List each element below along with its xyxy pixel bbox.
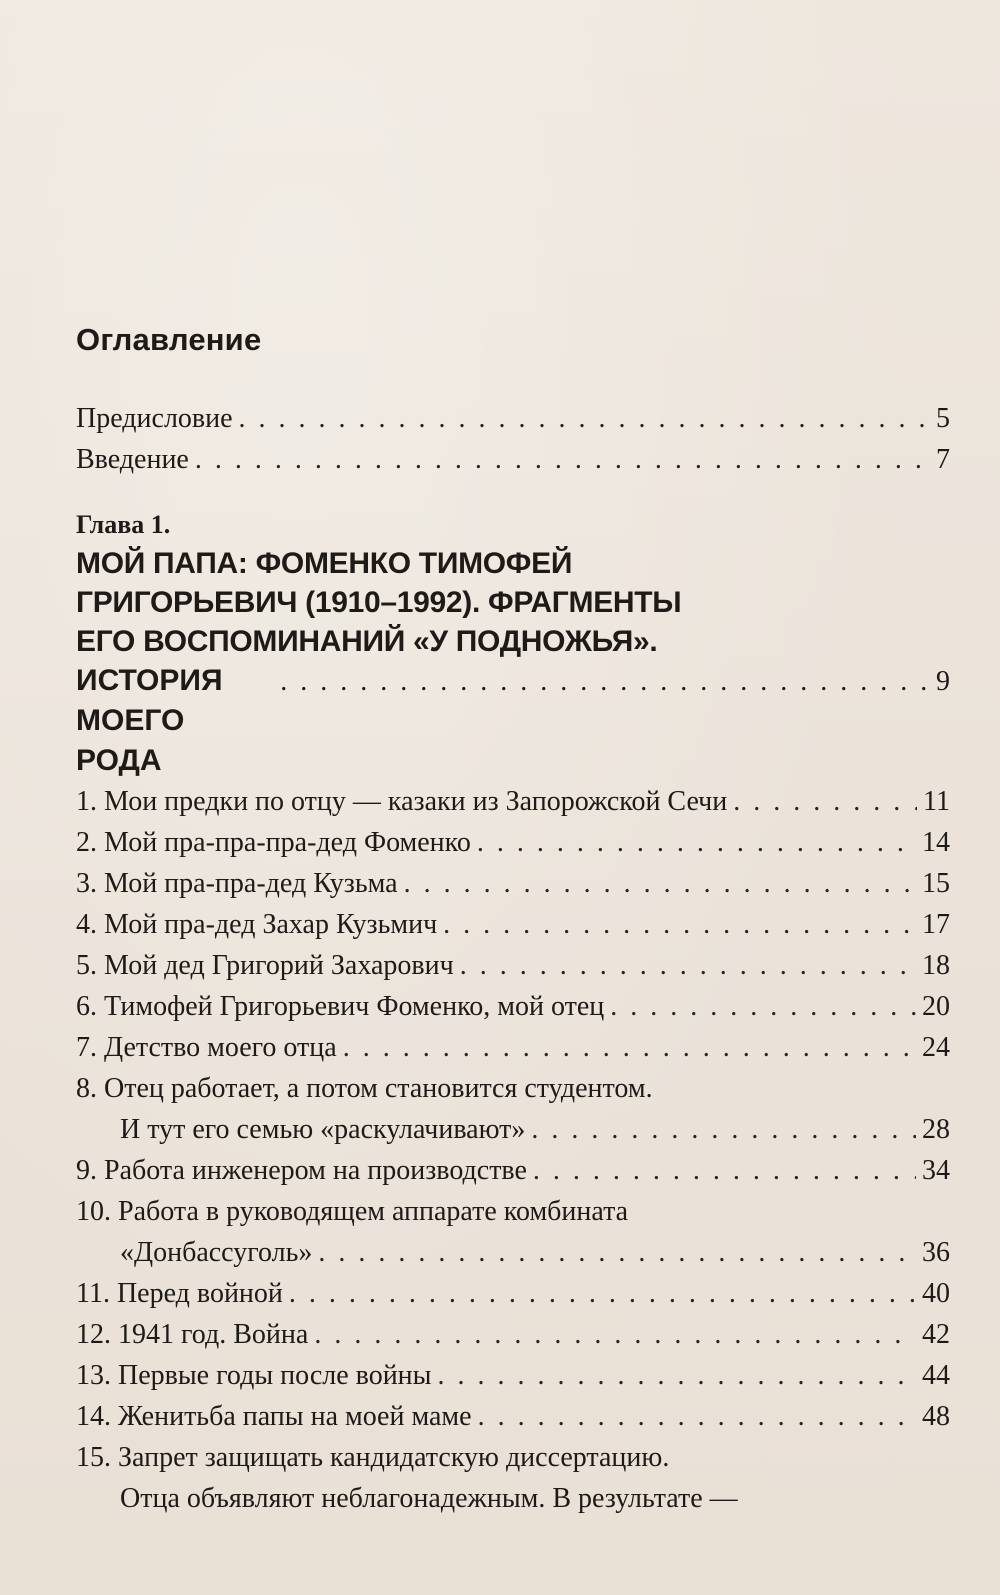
toc-entry-title: 13. Первые годы после войны bbox=[76, 1360, 432, 1391]
toc-entry-page: 44 bbox=[922, 1360, 950, 1391]
bleed-through-texture bbox=[80, 40, 950, 334]
toc-entry-preface[interactable] bbox=[76, 398, 950, 439]
dot-leader bbox=[404, 863, 916, 904]
toc-entry-title: 6. Тимофей Григорьевич Фоменко, мой отец bbox=[76, 991, 605, 1022]
toc-entry-section[interactable] bbox=[76, 1273, 950, 1314]
toc-entry-section[interactable] bbox=[76, 986, 950, 1027]
toc-entry-title: 1. Мои предки по отцу — казаки из Запорожской Сечи bbox=[76, 786, 728, 817]
toc-entry-page: 7 bbox=[936, 444, 950, 475]
toc-entry-page: 28 bbox=[922, 1114, 950, 1145]
toc-entry-section[interactable] bbox=[76, 1150, 950, 1191]
toc-entry-section[interactable] bbox=[76, 1314, 950, 1355]
chapter-title-line: ИСТОРИЯ МОЕГО РОДА bbox=[76, 664, 223, 777]
dot-leader bbox=[478, 1396, 916, 1437]
toc-entry-title: 7. Детство моего отца bbox=[76, 1032, 337, 1063]
toc-entry-section[interactable] bbox=[76, 1396, 950, 1437]
toc-heading: Оглавление bbox=[76, 322, 262, 357]
dot-leader bbox=[531, 1109, 916, 1150]
toc-entry-title: 9. Работа инженером на производстве bbox=[76, 1155, 527, 1186]
dot-leader bbox=[610, 986, 916, 1027]
toc-entry-page: 9 bbox=[936, 666, 950, 697]
dot-leader bbox=[318, 1232, 916, 1273]
dot-leader bbox=[239, 398, 930, 439]
dot-leader bbox=[733, 781, 917, 822]
toc-entry-title: И тут его семью «раскулачивают» bbox=[120, 1114, 526, 1145]
toc-entry-page: 48 bbox=[922, 1401, 950, 1432]
toc-entry-title: 5. Мой дед Григорий Захарович bbox=[76, 950, 454, 981]
chapter-title-line: ГРИГОРЬЕВИЧ (1910–1992). ФРАГМЕНТЫ bbox=[76, 586, 682, 619]
dot-leader bbox=[460, 945, 916, 986]
toc-entry-section[interactable] bbox=[76, 1027, 950, 1068]
chapter-title-line: МОЙ ПАПА: ФОМЕНКО ТИМОФЕЙ bbox=[76, 547, 573, 580]
dot-leader bbox=[314, 1314, 916, 1355]
toc-entry-page: 17 bbox=[922, 909, 950, 940]
toc-entry-page: 42 bbox=[922, 1319, 950, 1350]
toc-entry-page: 36 bbox=[922, 1237, 950, 1268]
dot-leader bbox=[437, 1355, 916, 1396]
toc-entry-title: 11. Перед войной bbox=[76, 1278, 283, 1309]
dot-leader bbox=[280, 662, 930, 702]
toc-entry-title-line[interactable]: 15. Запрет защищать кандидатскую диссертацию. bbox=[76, 1442, 670, 1473]
toc-entry-title: 3. Мой пра-пра-дед Кузьма bbox=[76, 868, 398, 899]
chapter-label: Глава 1. bbox=[76, 510, 171, 539]
dot-leader bbox=[477, 822, 916, 863]
dot-leader bbox=[343, 1027, 916, 1068]
table-of-contents bbox=[76, 322, 950, 1519]
toc-entry-title: Введение bbox=[76, 444, 189, 475]
toc-entry-title: 2. Мой пра-пра-пра-дед Фоменко bbox=[76, 827, 471, 858]
toc-entry-title: Предисловие bbox=[76, 403, 233, 434]
toc-entry-page: 11 bbox=[923, 786, 950, 817]
toc-entry-introduction[interactable] bbox=[76, 439, 950, 480]
toc-entry-section[interactable] bbox=[76, 1355, 950, 1396]
toc-entry-section[interactable] bbox=[76, 863, 950, 904]
dot-leader bbox=[289, 1273, 916, 1314]
toc-entry-section[interactable] bbox=[76, 822, 950, 863]
dot-leader bbox=[195, 439, 930, 480]
toc-entry-title: «Донбассуголь» bbox=[120, 1237, 313, 1268]
toc-entry-section[interactable] bbox=[76, 1109, 950, 1150]
toc-entry-section[interactable] bbox=[76, 945, 950, 986]
toc-entry-page: 34 bbox=[922, 1155, 950, 1186]
toc-entry-page: 14 bbox=[922, 827, 950, 858]
toc-entry-title-line[interactable]: Отца объявляют неблагонадежным. В результате — bbox=[120, 1483, 738, 1514]
toc-entry-section[interactable] bbox=[76, 904, 950, 945]
chapter-title-line: ЕГО ВОСПОМИНАНИЙ «У ПОДНОЖЬЯ». bbox=[76, 625, 658, 658]
toc-entry-section[interactable] bbox=[76, 781, 950, 822]
toc-entry-page: 24 bbox=[922, 1032, 950, 1063]
toc-entry-page: 40 bbox=[922, 1278, 950, 1309]
toc-entry-chapter-1[interactable] bbox=[76, 661, 950, 781]
toc-entry-page: 5 bbox=[936, 403, 950, 434]
toc-entry-title: 12. 1941 год. Война bbox=[76, 1319, 309, 1350]
toc-entry-title-line[interactable]: 8. Отец работает, а потом становится студентом. bbox=[76, 1073, 653, 1104]
dot-leader bbox=[533, 1150, 916, 1191]
toc-entry-section[interactable] bbox=[76, 1232, 950, 1273]
toc-entry-title-line[interactable]: 10. Работа в руководящем аппарате комбината bbox=[76, 1196, 629, 1227]
dot-leader bbox=[443, 904, 916, 945]
toc-entry-page: 15 bbox=[922, 868, 950, 899]
toc-entry-title: 4. Мой пра-дед Захар Кузьмич bbox=[76, 909, 438, 940]
toc-entry-page: 20 bbox=[922, 991, 950, 1022]
toc-entry-title: 14. Женитьба папы на моей маме bbox=[76, 1401, 472, 1432]
toc-entry-page: 18 bbox=[922, 950, 950, 981]
